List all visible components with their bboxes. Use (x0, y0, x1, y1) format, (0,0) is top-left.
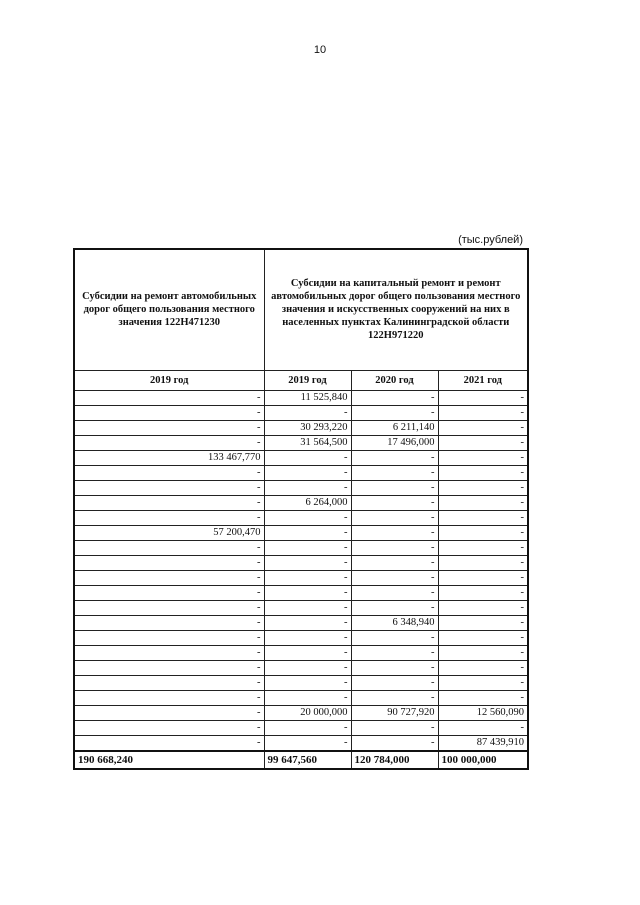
table-cell: - (351, 495, 438, 510)
table-cell: - (351, 510, 438, 525)
table-cell: - (438, 675, 528, 690)
table-cell: - (438, 555, 528, 570)
table-row (74, 720, 528, 735)
table-cell: - (438, 660, 528, 675)
table-row (74, 450, 528, 465)
table-cell: - (264, 405, 351, 420)
units-label: (тыс.рублей) (458, 234, 523, 246)
table-cell: - (74, 570, 264, 585)
table-cell: - (74, 690, 264, 705)
table-cell: 11 525,840 (264, 390, 351, 405)
table-cell: - (264, 720, 351, 735)
table-cell: - (438, 450, 528, 465)
table-cell: - (351, 630, 438, 645)
table-row (74, 525, 528, 540)
table-row (74, 495, 528, 510)
table-cell: - (438, 540, 528, 555)
table-cell: 30 293,220 (264, 420, 351, 435)
table-cell: - (351, 675, 438, 690)
table-cell: 57 200,470 (74, 525, 264, 540)
table-cell: - (351, 450, 438, 465)
table-cell: - (264, 630, 351, 645)
table-cell: - (438, 435, 528, 450)
table-cell: 17 496,000 (351, 435, 438, 450)
table-cell: - (264, 570, 351, 585)
year-header: 2019 год (74, 370, 264, 390)
table-cell: - (74, 720, 264, 735)
table-cell: - (74, 495, 264, 510)
table-cell: - (264, 645, 351, 660)
table-row (74, 630, 528, 645)
table-cell: - (264, 615, 351, 630)
table-cell: - (438, 405, 528, 420)
table-cell: - (438, 600, 528, 615)
table-cell: - (74, 660, 264, 675)
table-cell: 133 467,770 (74, 450, 264, 465)
table-cell: - (264, 675, 351, 690)
year-header: 2020 год (351, 370, 438, 390)
table-cell: - (264, 600, 351, 615)
table-row (74, 510, 528, 525)
page-number: 10 (313, 44, 327, 56)
table-cell: - (351, 570, 438, 585)
table-cell: - (74, 420, 264, 435)
table-body (74, 390, 528, 751)
table-row (74, 705, 528, 720)
table-cell: - (264, 690, 351, 705)
table-cell: - (438, 420, 528, 435)
table-cell: - (438, 570, 528, 585)
table-cell: - (351, 735, 438, 751)
table-cell: - (264, 585, 351, 600)
table-row (74, 465, 528, 480)
table-cell: - (351, 405, 438, 420)
total-cell: 100 000,000 (438, 751, 528, 769)
table-cell: - (264, 540, 351, 555)
table-cell: 12 560,090 (438, 705, 528, 720)
table-cell: - (74, 705, 264, 720)
table-cell: - (264, 465, 351, 480)
table-cell: - (74, 555, 264, 570)
table-row (74, 435, 528, 450)
table-cell: - (351, 645, 438, 660)
table-cell: 31 564,500 (264, 435, 351, 450)
year-header: 2021 год (438, 370, 528, 390)
table-cell: - (74, 600, 264, 615)
table-row (74, 600, 528, 615)
table-cell: - (74, 645, 264, 660)
table-cell: - (351, 555, 438, 570)
total-cell: 120 784,000 (351, 751, 438, 769)
table-row (74, 615, 528, 630)
table-cell: - (351, 465, 438, 480)
table-cell: 6 348,940 (351, 615, 438, 630)
year-header: 2019 год (264, 370, 351, 390)
table-row (74, 690, 528, 705)
table-cell: - (438, 720, 528, 735)
table-cell: - (264, 510, 351, 525)
table-cell: - (74, 675, 264, 690)
table-row (74, 405, 528, 420)
table-row (74, 735, 528, 751)
table-cell: - (438, 525, 528, 540)
subsidy-table (73, 248, 529, 770)
table-cell: 6 264,000 (264, 495, 351, 510)
table-cell: - (438, 645, 528, 660)
table-cell: - (74, 585, 264, 600)
table-cell: - (438, 510, 528, 525)
table-cell: 6 211,140 (351, 420, 438, 435)
table-cell: - (74, 540, 264, 555)
table-cell: - (264, 555, 351, 570)
table-row (74, 555, 528, 570)
table-cell: - (264, 660, 351, 675)
table-cell: - (74, 390, 264, 405)
table-cell: - (351, 585, 438, 600)
table-cell: - (438, 690, 528, 705)
table-cell: - (264, 450, 351, 465)
total-cell: 99 647,560 (264, 751, 351, 769)
table-row (74, 480, 528, 495)
table-cell: 87 439,910 (438, 735, 528, 751)
table-cell: 20 000,000 (264, 705, 351, 720)
table-cell: - (438, 630, 528, 645)
table-cell: - (74, 435, 264, 450)
table-row (74, 570, 528, 585)
header-capital-repair-subsidy: Субсидии на капитальный ремонт и ремонт автомобильных дорог общего пользования местного значения и искусственных сооружений на них в населенных пунктах Калининградской области 122Н971220 (264, 249, 528, 370)
table-cell: - (438, 495, 528, 510)
table-cell: - (351, 390, 438, 405)
totals-row (74, 751, 528, 769)
table-cell: - (438, 480, 528, 495)
table-row (74, 420, 528, 435)
table-row (74, 660, 528, 675)
table-cell: - (438, 615, 528, 630)
table-cell: - (74, 615, 264, 630)
table-cell: - (74, 735, 264, 751)
table-cell: - (74, 405, 264, 420)
table-cell: - (438, 390, 528, 405)
table-cell: - (74, 630, 264, 645)
table-cell: - (351, 720, 438, 735)
table-cell: 90 727,920 (351, 705, 438, 720)
table-cell: - (74, 480, 264, 495)
table-cell: - (351, 690, 438, 705)
table-cell: - (264, 525, 351, 540)
table-row (74, 585, 528, 600)
table-row (74, 675, 528, 690)
total-cell: 190 668,240 (74, 751, 264, 769)
table-cell: - (351, 600, 438, 615)
table-cell: - (351, 480, 438, 495)
table-cell: - (351, 540, 438, 555)
table-cell: - (264, 480, 351, 495)
table-cell: - (438, 585, 528, 600)
table-cell: - (351, 660, 438, 675)
table-cell: - (74, 465, 264, 480)
table-row (74, 645, 528, 660)
header-road-repair-subsidy: Субсидии на ремонт автомобильных дорог общего пользования местного значения 122Н471230 (74, 249, 264, 370)
table-cell: - (438, 465, 528, 480)
table-row (74, 390, 528, 405)
table-cell: - (74, 510, 264, 525)
table-row (74, 540, 528, 555)
table-cell: - (264, 735, 351, 751)
table-cell: - (351, 525, 438, 540)
